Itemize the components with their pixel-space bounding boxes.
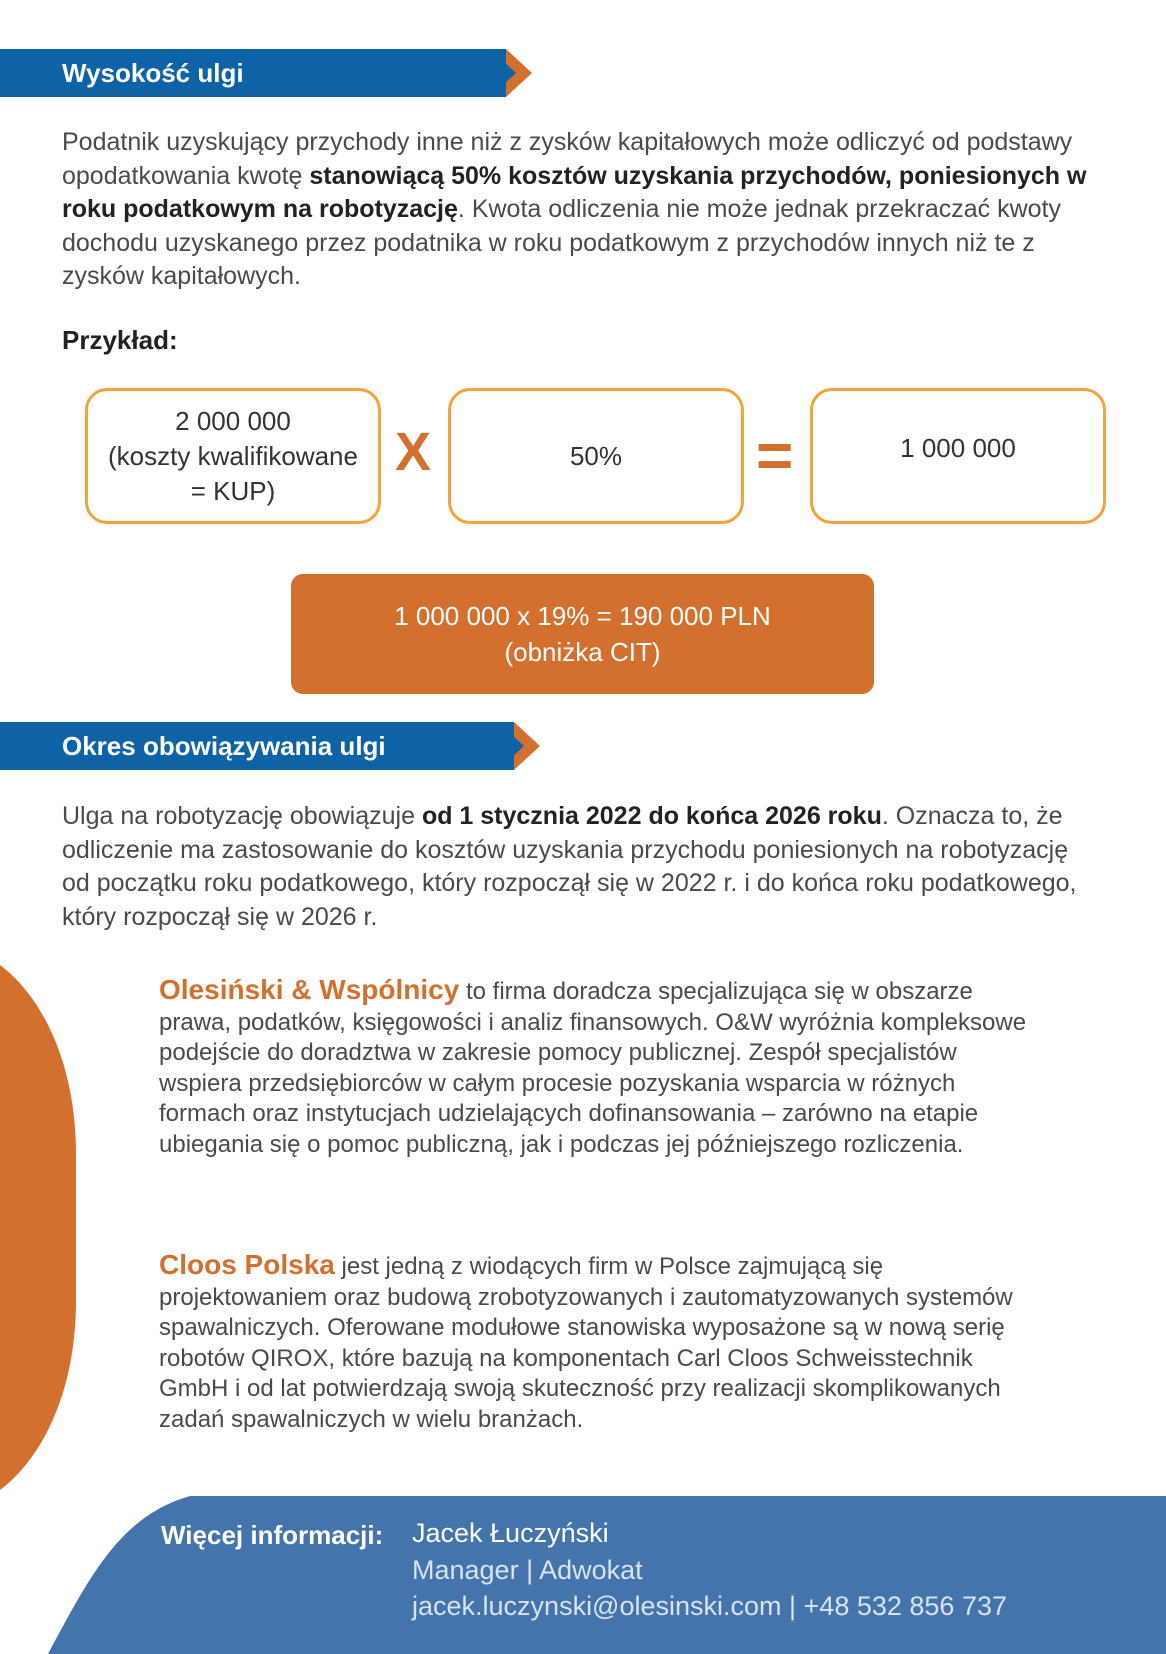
contact-role: Manager | Adwokat: [412, 1555, 643, 1585]
footer-label: Więcej informacji:: [161, 1520, 384, 1550]
percent-value: 50%: [569, 440, 623, 471]
brand-olesinski: Olesiński & Wspólnicy: [159, 974, 460, 1005]
brand-cloos: Cloos Polska: [159, 1249, 335, 1280]
kup-note-line2: = KUP): [190, 475, 276, 506]
section-title-amount: Wysokość ulgi: [62, 58, 244, 88]
deduction-value: 1 000 000: [900, 432, 1016, 463]
example-box-result: [810, 388, 1106, 524]
contact-name: Jacek Łuczyński: [412, 1518, 609, 1548]
contact-email-phone[interactable]: jacek.luczynski@olesinski.com | +48 532 856 737: [412, 1591, 1007, 1621]
example-box-kup: [85, 388, 381, 524]
section-title-period: Okres obowiązywania ulgi: [62, 731, 386, 761]
example-box-percent: [448, 388, 744, 524]
decorative-orange-shape: [0, 965, 80, 1490]
section-banner-period: [0, 722, 545, 770]
equals-sign: =: [756, 419, 794, 491]
paragraph-period: Ulga na robotyzację obowiązuje od 1 stycznia 2022 do końca 2026 roku. Oznacza to, że odliczenie ma zastosowanie do kosztów uzyskania przychodu poniesionych na robotyzację od początku roku podatkowego, który rozpoczął się w 2022 r. i do końca roku podatkowego, który rozpoczął się w 2026 r.: [62, 802, 1077, 931]
about-cloos: Cloos Polska jest jedną z wiodących firm w Polsce zajmującą się projektowaniem oraz budową zrobotyzowanych i zautomatyzowanych systemów spawalniczych. Oferowane modułowe stanowiska wyposażone są w nową serię robotów QIROX, które bazują na komponentach Carl Cloos Schweisstechnik GmbH i od lat potwierdzają swoją skuteczność przy realizacji skomplikowanych zadań spawalniczych w wielu branżach.: [159, 1249, 1013, 1433]
cit-reduction-box: [291, 574, 874, 694]
paragraph-amount: Podatnik uzyskujący przychody inne niż z zysków kapitałowych może odliczyć od podstawy opodatkowania kwotę stanowiącą 50% kosztów uzyskania przychodów, poniesionych w roku podatkowym na robotyzację. Kwota odliczenia nie może jednak przekraczać kwoty dochodu uzyskanego przez podatnika w roku podatkowym z przychodów innych niż te z zysków kapitałowych.: [62, 128, 1087, 290]
kup-note-line1: (koszty kwalifikowane: [108, 440, 358, 471]
kup-value: 2 000 000: [175, 405, 291, 436]
multiply-sign: X: [395, 422, 432, 482]
section-banner-amount: [0, 49, 540, 97]
cit-calculation: 1 000 000 x 19% = 190 000 PLN: [394, 601, 771, 631]
about-olesinski: Olesiński & Wspólnicy to firma doradcza specjalizująca się w obszarze prawa, podatków, księgowości i analiz finansowych. O&W wyróżnia kompleksowe podejście do doradztwa w zakresie pomocy publicznej. Zespół specjalistów wspiera przedsiębiorców w całym procesie pozyskania wsparcia w różnych formach oraz instytucjach udzielających dofinansowania – zarówno na etapie ubiegania się o pomoc publiczną, jak i podczas jej późniejszego rozliczenia.: [159, 974, 1027, 1158]
cit-label: (obniżka CIT): [504, 637, 661, 667]
example-heading: Przykład:: [62, 325, 178, 355]
